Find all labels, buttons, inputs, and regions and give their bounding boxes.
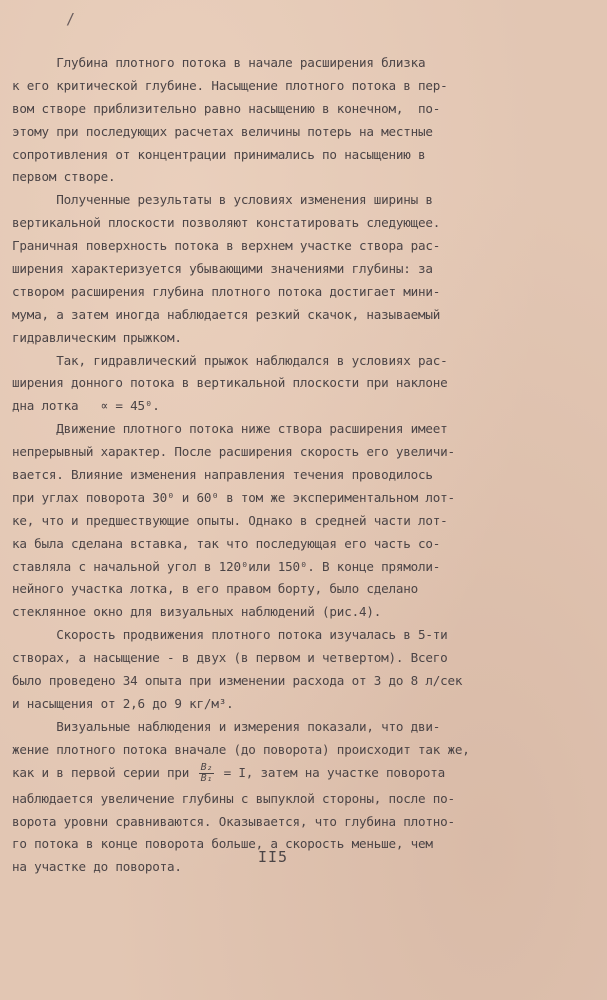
text-line: мума, а затем иногда наблюдается резкий скачок, называемый bbox=[12, 306, 441, 322]
text-line: и насыщения от 2,6 до 9 кг/м³. bbox=[12, 695, 234, 711]
text-line: го потока в конце поворота больше, а скорость меньше, чем bbox=[12, 836, 433, 852]
text-line: стеклянное окно для визуальных наблюдений (рис.4). bbox=[12, 604, 382, 620]
text-line: вертикальной плоскости позволяют констатировать следующее. bbox=[12, 215, 441, 231]
text-line: Скорость продвижения плотного потока изучалась в 5-ти bbox=[12, 627, 448, 643]
text-line: ворота уровни сравниваются. Оказывается, что глубина плотно- bbox=[12, 813, 455, 829]
text-line: дна лотка ∝ = 45⁰. bbox=[12, 398, 160, 414]
text-line: сопротивления от концентрации принимались по насыщению в bbox=[12, 146, 426, 162]
width-ratio-fraction bbox=[199, 763, 215, 784]
text-line: этому при последующих расчетах величины потерь на местные bbox=[12, 123, 433, 139]
formula-text-after: = I, затем на участке поворота bbox=[216, 764, 446, 780]
text-line: ставляла с начальной угол в 120⁰или 150⁰. В конце прямоли- bbox=[12, 558, 441, 574]
formula-line bbox=[12, 762, 527, 788]
page-number: II5 bbox=[258, 848, 289, 866]
corner-mark: / bbox=[66, 10, 76, 28]
text-line: наблюдается увеличение глубины с выпуклой стороны, после по- bbox=[12, 790, 455, 806]
text-line: непрерывный характер. После расширения скорость его увеличи- bbox=[12, 444, 455, 460]
text-line: Полученные результаты в условиях изменения ширины в bbox=[12, 192, 433, 208]
text-line: створом расширения глубина плотного потока достигает мини- bbox=[12, 283, 441, 299]
text-line: на участке до поворота. bbox=[12, 859, 182, 875]
text-line: гидравлическим прыжком. bbox=[12, 329, 182, 345]
text-line: Граничная поверхность потока в верхнем участке створа рас- bbox=[12, 238, 441, 254]
text-line: Так, гидравлический прыжок наблюдался в условиях рас- bbox=[12, 352, 448, 368]
text-line: при углах поворота 30⁰ и 60⁰ в том же экспериментальном лот- bbox=[12, 489, 455, 505]
text-line: вается. Влияние изменения направления течения проводилось bbox=[12, 467, 433, 483]
body-text bbox=[12, 52, 527, 879]
text-line: вом створе приблизительно равно насыщению в конечном, по- bbox=[12, 100, 441, 116]
fraction-denominator: B₁ bbox=[200, 772, 213, 784]
text-line: было проведено 34 опыта при изменении расхода от 3 до 8 л/сек bbox=[12, 673, 463, 689]
text-line: к его критической глубине. Насыщение плотного потока в пер- bbox=[12, 77, 448, 93]
text-line: первом створе. bbox=[12, 169, 116, 185]
text-line: нейного участка лотка, в его правом борту, было сделано bbox=[12, 581, 419, 597]
text-line: Глубина плотного потока в начале расширения близка bbox=[12, 55, 426, 70]
text-line: жение плотного потока вначале (до поворота) происходит так же, bbox=[12, 741, 470, 757]
text-line: Визуальные наблюдения и измерения показали, что дви- bbox=[12, 718, 441, 734]
text-line: ка была сделана вставка, так что последующая его часть со- bbox=[12, 535, 441, 551]
text-line: ширения донного потока в вертикальной плоскости при наклоне bbox=[12, 375, 448, 391]
text-line: створах, а насыщение - в двух (в первом и четвертом). Всего bbox=[12, 650, 448, 666]
text-line: Движение плотного потока ниже створа расширения имеет bbox=[12, 421, 448, 437]
fraction-numerator: B₂ bbox=[200, 761, 213, 773]
formula-text-before: как и в первой серии при bbox=[12, 764, 197, 780]
text-line: ке, что и предшествующие опыты. Однако в средней части лот- bbox=[12, 512, 448, 528]
text-line: ширения характеризуется убывающими значениями глубины: за bbox=[12, 261, 433, 277]
